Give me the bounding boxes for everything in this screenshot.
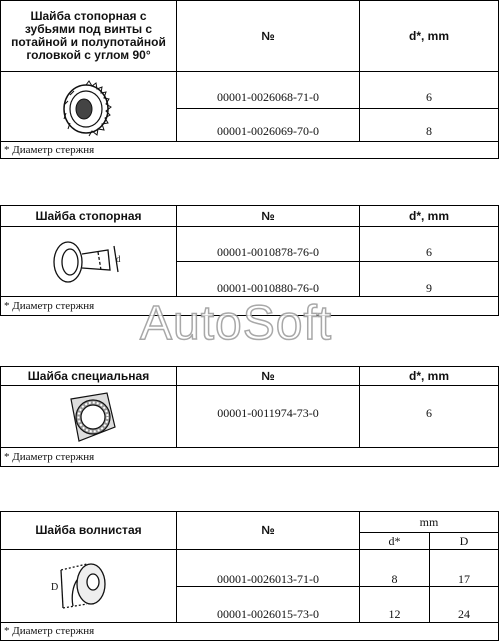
part-number: 00001-0011974-73-0 <box>217 405 319 420</box>
table-title: Шайба волнистая <box>35 523 142 537</box>
divider <box>359 1 360 141</box>
column-header-diameter: d*, mm <box>408 208 449 223</box>
column-header-mm: mm <box>419 514 439 529</box>
divider <box>1 549 498 550</box>
column-header-diameter: d*, mm <box>408 368 449 383</box>
diameter-value: 8 <box>426 123 432 138</box>
column-header-number: № <box>261 28 275 43</box>
divider <box>1 447 498 448</box>
table-special-washer <box>0 366 499 467</box>
svg-text:d: d <box>116 254 121 264</box>
part-number: 00001-0010880-76-0 <box>217 280 319 295</box>
table-toothed-lock-washer <box>0 0 499 159</box>
diameter-value: 12 <box>388 606 401 621</box>
outer-diameter-value: 17 <box>458 571 470 586</box>
toothed-lock-washer-icon <box>56 79 116 139</box>
column-header-diameter: d*, mm <box>408 28 449 43</box>
column-header-number: № <box>261 523 275 537</box>
footnote: * Диаметр стержня <box>4 451 95 463</box>
column-header-d: d* <box>388 533 401 548</box>
divider <box>1 226 498 227</box>
footnote: * Диаметр стержня <box>4 625 95 637</box>
svg-text:D: D <box>51 582 59 593</box>
divider <box>1 141 498 142</box>
e-clip-washer-icon <box>46 232 126 287</box>
column-header-D: D <box>459 533 469 548</box>
table-title: Шайба стопорная <box>35 208 142 223</box>
part-number: 00001-0010878-76-0 <box>217 244 319 259</box>
diameter-value: 9 <box>426 280 432 295</box>
part-number: 00001-0026068-71-0 <box>217 89 319 104</box>
part-number: 00001-0026069-70-0 <box>217 123 319 138</box>
column-header-number: № <box>261 368 275 383</box>
divider <box>1 71 498 72</box>
diameter-value: 6 <box>426 244 432 259</box>
footnote: * Диаметр стержня <box>4 300 95 312</box>
wave-washer-icon <box>47 556 117 618</box>
part-number: 00001-0026015-73-0 <box>217 606 319 621</box>
table-wave-washer <box>0 511 499 641</box>
divider <box>176 1 177 141</box>
part-number: 00001-0026013-71-0 <box>217 571 319 586</box>
watermark: AutoSoft <box>140 297 333 350</box>
divider <box>1 385 498 386</box>
outer-diameter-value: 24 <box>458 606 470 621</box>
footnote: * Диаметр стержня <box>4 144 95 156</box>
diameter-value: 6 <box>426 89 432 104</box>
table-title: Шайба специальная <box>27 368 150 383</box>
special-washer-icon <box>61 389 121 445</box>
diameter-value: 8 <box>391 571 398 586</box>
table-title: Шайба стопорная с зубьями под винты с потайной и полупотайной головкой с углом 90° <box>11 9 166 62</box>
divider <box>176 108 498 109</box>
diameter-value: 6 <box>426 405 432 420</box>
column-header-number: № <box>261 208 275 223</box>
